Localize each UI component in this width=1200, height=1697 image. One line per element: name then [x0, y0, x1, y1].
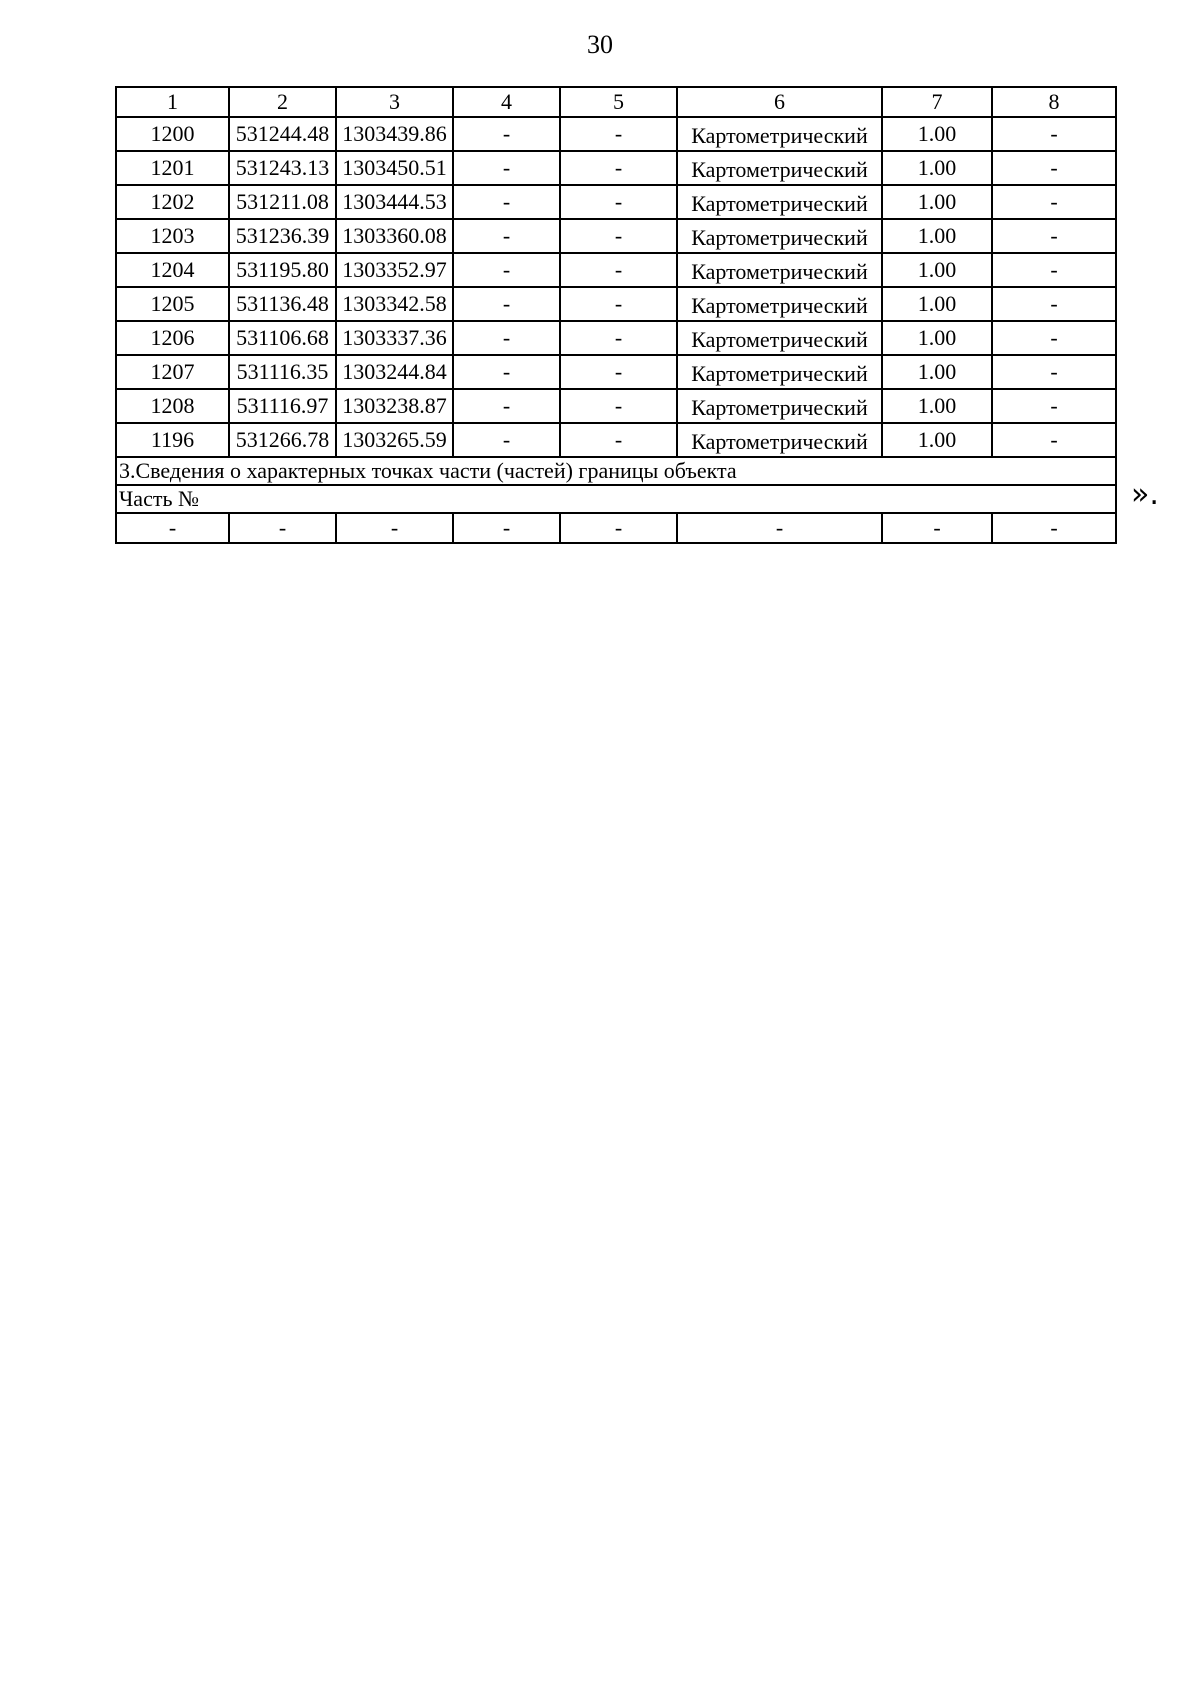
method-cell: Картометрический — [677, 321, 882, 355]
y-coordinate-cell: 1303342.58 — [336, 287, 453, 321]
header-cell: 6 — [677, 87, 882, 117]
col8-cell: - — [992, 117, 1116, 151]
point-number-cell: 1202 — [116, 185, 229, 219]
y-coordinate-cell: 1303439.86 — [336, 117, 453, 151]
table-row — [116, 219, 1116, 253]
method-cell: Картометрический — [677, 151, 882, 185]
col4-cell: - — [453, 355, 560, 389]
accuracy-cell: 1.00 — [882, 355, 992, 389]
accuracy-cell: 1.00 — [882, 287, 992, 321]
accuracy-cell: 1.00 — [882, 219, 992, 253]
table-row — [116, 117, 1116, 151]
table-row — [116, 253, 1116, 287]
method-cell: Картометрический — [677, 219, 882, 253]
method-cell: Картометрический — [677, 355, 882, 389]
point-number-cell: 1200 — [116, 117, 229, 151]
point-number-cell: 1208 — [116, 389, 229, 423]
y-coordinate-cell: 1303360.08 — [336, 219, 453, 253]
point-number-cell: 1207 — [116, 355, 229, 389]
table-row — [116, 321, 1116, 355]
part-number-label: Часть № — [116, 485, 1116, 513]
empty-part-row — [116, 513, 1116, 543]
col4-cell: - — [453, 389, 560, 423]
table-row — [116, 389, 1116, 423]
header-cell: 2 — [229, 87, 336, 117]
y-coordinate-cell: 1303244.84 — [336, 355, 453, 389]
x-coordinate-cell: 531136.48 — [229, 287, 336, 321]
empty-cell: - — [336, 513, 453, 543]
method-cell: Картометрический — [677, 287, 882, 321]
accuracy-cell: 1.00 — [882, 253, 992, 287]
table-row — [116, 355, 1116, 389]
method-cell: Картометрический — [677, 117, 882, 151]
col8-cell: - — [992, 389, 1116, 423]
method-cell: Картометрический — [677, 253, 882, 287]
x-coordinate-cell: 531116.97 — [229, 389, 336, 423]
table-body — [116, 87, 1116, 543]
empty-cell: - — [882, 513, 992, 543]
point-number-cell: 1201 — [116, 151, 229, 185]
y-coordinate-cell: 1303265.59 — [336, 423, 453, 457]
accuracy-cell: 1.00 — [882, 185, 992, 219]
empty-cell: - — [560, 513, 677, 543]
method-cell: Картометрический — [677, 389, 882, 423]
col5-cell: - — [560, 355, 677, 389]
col8-cell: - — [992, 355, 1116, 389]
y-coordinate-cell: 1303352.97 — [336, 253, 453, 287]
x-coordinate-cell: 531266.78 — [229, 423, 336, 457]
empty-cell: - — [677, 513, 882, 543]
col4-cell: - — [453, 151, 560, 185]
coordinates-table — [115, 86, 1117, 544]
col4-cell: - — [453, 185, 560, 219]
col8-cell: - — [992, 219, 1116, 253]
accuracy-cell: 1.00 — [882, 423, 992, 457]
accuracy-cell: 1.00 — [882, 151, 992, 185]
col5-cell: - — [560, 219, 677, 253]
table-row — [116, 423, 1116, 457]
col4-cell: - — [453, 321, 560, 355]
x-coordinate-cell: 531243.13 — [229, 151, 336, 185]
point-number-cell: 1206 — [116, 321, 229, 355]
table-row — [116, 185, 1116, 219]
x-coordinate-cell: 531211.08 — [229, 185, 336, 219]
point-number-cell: 1203 — [116, 219, 229, 253]
point-number-cell: 1204 — [116, 253, 229, 287]
col5-cell: - — [560, 253, 677, 287]
accuracy-cell: 1.00 — [882, 117, 992, 151]
x-coordinate-cell: 531116.35 — [229, 355, 336, 389]
col5-cell: - — [560, 185, 677, 219]
empty-cell: - — [229, 513, 336, 543]
point-number-cell: 1205 — [116, 287, 229, 321]
col5-cell: - — [560, 287, 677, 321]
table-row — [116, 287, 1116, 321]
header-cell: 4 — [453, 87, 560, 117]
page-number: 30 — [587, 30, 613, 59]
col8-cell: - — [992, 287, 1116, 321]
col5-cell: - — [560, 389, 677, 423]
empty-cell: - — [116, 513, 229, 543]
col5-cell: - — [560, 117, 677, 151]
y-coordinate-cell: 1303444.53 — [336, 185, 453, 219]
col5-cell: - — [560, 423, 677, 457]
col4-cell: - — [453, 423, 560, 457]
col4-cell: - — [453, 117, 560, 151]
accuracy-cell: 1.00 — [882, 389, 992, 423]
section-title-row — [116, 457, 1116, 485]
y-coordinate-cell: 1303450.51 — [336, 151, 453, 185]
method-cell: Картометрический — [677, 423, 882, 457]
header-cell: 7 — [882, 87, 992, 117]
col5-cell: - — [560, 151, 677, 185]
col8-cell: - — [992, 321, 1116, 355]
header-cell: 8 — [992, 87, 1116, 117]
x-coordinate-cell: 531236.39 — [229, 219, 336, 253]
method-cell: Картометрический — [677, 185, 882, 219]
col8-cell: - — [992, 423, 1116, 457]
y-coordinate-cell: 1303337.36 — [336, 321, 453, 355]
header-cell: 1 — [116, 87, 229, 117]
col4-cell: - — [453, 253, 560, 287]
col4-cell: - — [453, 219, 560, 253]
col8-cell: - — [992, 253, 1116, 287]
x-coordinate-cell: 531106.68 — [229, 321, 336, 355]
x-coordinate-cell: 531244.48 — [229, 117, 336, 151]
section-title: 3.Сведения о характерных точках части (частей) границы объекта — [116, 457, 1116, 485]
col4-cell: - — [453, 287, 560, 321]
empty-cell: - — [992, 513, 1116, 543]
table-row — [116, 151, 1116, 185]
header-row — [116, 87, 1116, 117]
closing-quote: ». — [1131, 477, 1159, 512]
point-number-cell: 1196 — [116, 423, 229, 457]
part-number-row — [116, 485, 1116, 513]
header-cell: 5 — [560, 87, 677, 117]
col5-cell: - — [560, 321, 677, 355]
accuracy-cell: 1.00 — [882, 321, 992, 355]
x-coordinate-cell: 531195.80 — [229, 253, 336, 287]
col8-cell: - — [992, 185, 1116, 219]
col8-cell: - — [992, 151, 1116, 185]
header-cell: 3 — [336, 87, 453, 117]
y-coordinate-cell: 1303238.87 — [336, 389, 453, 423]
empty-cell: - — [453, 513, 560, 543]
